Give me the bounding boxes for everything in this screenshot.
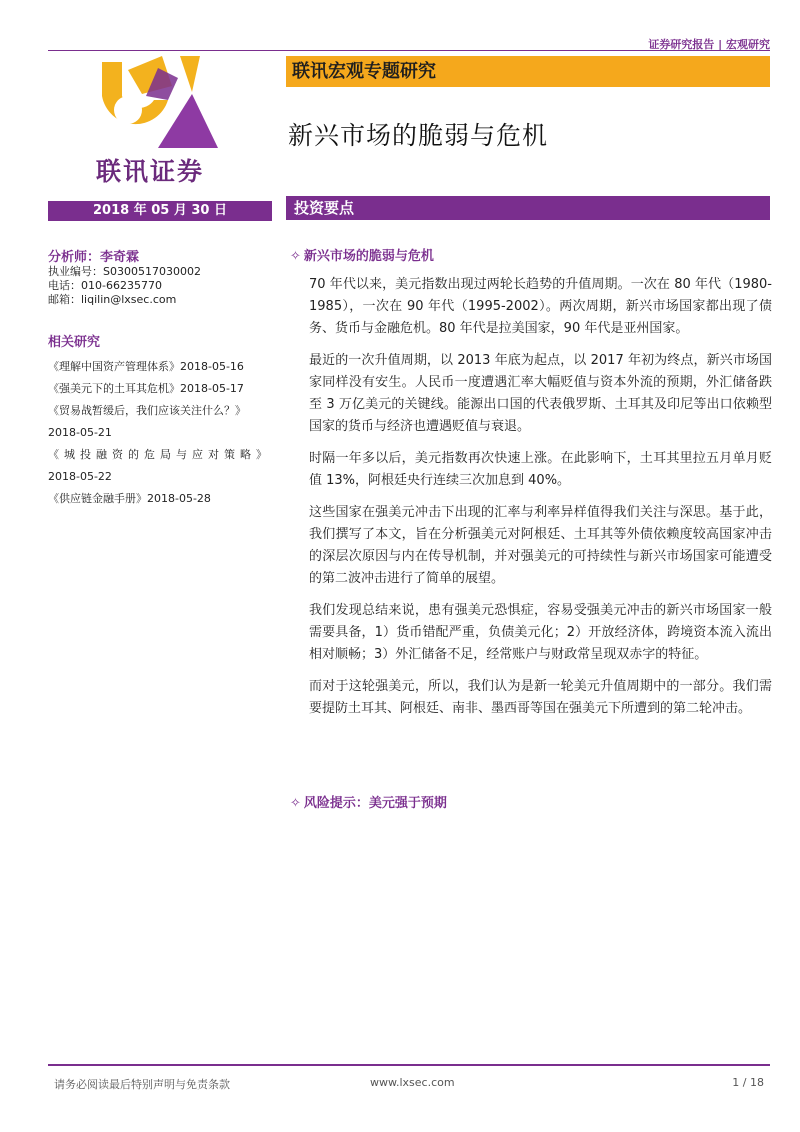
diamond-bullet-icon: ✧: [290, 796, 301, 811]
related-item[interactable]: [48, 356, 274, 378]
series-title-bar: 联讯宏观专题研究: [286, 56, 770, 87]
body-paragraphs: [288, 274, 772, 720]
analyst-license: 执业编号：S0300517030002: [48, 265, 201, 278]
logo-wordmark: 联讯证券: [96, 157, 205, 186]
analyst-email: 邮箱：liqilin@lxsec.com: [48, 293, 177, 306]
body-subheading-text: 新兴市场的脆弱与危机: [303, 249, 434, 264]
related-item-date: 2018-05-21: [48, 426, 112, 439]
body-paragraph: 而对于这轮强美元，所以，我们认为是新一轮美元升值周期中的一部分。我们需要提防土耳其、阿根廷、南非、墨西哥等国在强美元下所遭到的第二轮冲击。: [309, 679, 772, 716]
diamond-bullet-icon: ✧: [290, 249, 301, 264]
report-category-tag: 证券研究报告 | 宏观研究: [648, 38, 770, 51]
body-subheading: [290, 245, 772, 264]
footer-divider: [48, 1064, 770, 1066]
related-item-title: 《供应链金融手册》: [48, 492, 147, 505]
related-item[interactable]: [48, 400, 274, 444]
related-item-title: 《理解中国资产管理体系》: [48, 360, 180, 373]
analyst-phone: 电话：010-66235770: [48, 279, 162, 292]
footer-website-link[interactable]: www.lxsec.com: [370, 1076, 455, 1089]
footer-disclaimer: 请务必阅读最后特别声明与免责条款: [54, 1078, 230, 1091]
related-item-date: 2018-05-16: [180, 360, 244, 373]
page-number: 1 / 18: [732, 1076, 764, 1089]
related-item-date: 2018-05-17: [180, 382, 244, 395]
body-paragraph: 70 年代以来，美元指数出现过两轮长趋势的升值周期。一次在 80 年代（1980-1985），一次在 90 年代（1995-2002）。两次周期，新兴市场国家都出现了债务、货币与金融危机。80 年代是拉美国家，90 年代是亚州国家。: [309, 277, 772, 336]
body-paragraph: 时隔一年多以后，美元指数再次快速上涨。在此影响下，土耳其里拉五月单月贬值 13%，阿根廷央行连续三次加息到 40%。: [309, 451, 772, 488]
related-item-title: 《城投融资的危局与应对策略》: [48, 448, 272, 461]
related-item-title: 《贸易战暂缓后，我们应该关注什么？》: [48, 404, 246, 417]
body-paragraph: 最近的一次升值周期，以 2013 年底为起点，以 2017 年初为终点，新兴市场国家同样没有安生。人民币一度遭遇汇率大幅贬值与资本外流的预期，外汇储备跌至 3 万亿美元的关键线。能源出口国的代表俄罗斯、土耳其及印尼等出口依赖型国家的货币与经济也遭遇贬值与衰退。: [309, 353, 772, 434]
header-divider: [48, 50, 770, 51]
risk-warning-text: 风险提示：美元强于预期: [303, 796, 447, 811]
related-research-heading: 相关研究: [48, 335, 101, 350]
related-item[interactable]: [48, 444, 274, 488]
related-item[interactable]: [48, 488, 274, 510]
body-paragraph: 这些国家在强美元冲击下出现的汇率与利率异样值得我们关注与深思。基于此，我们撰写了本文，旨在分析强美元对阿根廷、土耳其等外债依赖度较高国家冲击的深层次原因与内在传导机制，并对强美元的可持续性与新兴市场国家可能遭受的第二波冲击进行了简单的展望。: [309, 505, 772, 586]
related-research-list: [48, 356, 274, 510]
related-item-title: 《强美元下的土耳其危机》: [48, 382, 180, 395]
sidebar: [48, 246, 274, 510]
main-content: [288, 245, 772, 730]
section-title-bar: 投资要点: [286, 196, 770, 220]
report-date: 2018 年 05 月 30 日: [48, 201, 272, 221]
related-item-date: 2018-05-22: [48, 470, 112, 483]
analyst-heading: 分析师：李奇霖: [48, 250, 140, 265]
body-paragraph: 我们发现总结来说，患有强美元恐惧症，容易受强美元冲击的新兴市场国家一般需要具备，1）货币错配严重，负债美元化；2）开放经济体，跨境资本流入流出相对顺畅；3）外汇储备不足，经常账户与财政常呈现双赤字的特征。: [309, 603, 772, 662]
related-item-date: 2018-05-28: [147, 492, 211, 505]
related-item[interactable]: [48, 378, 274, 400]
report-title: 新兴市场的脆弱与危机: [288, 121, 549, 150]
risk-warning-heading: [290, 792, 447, 811]
